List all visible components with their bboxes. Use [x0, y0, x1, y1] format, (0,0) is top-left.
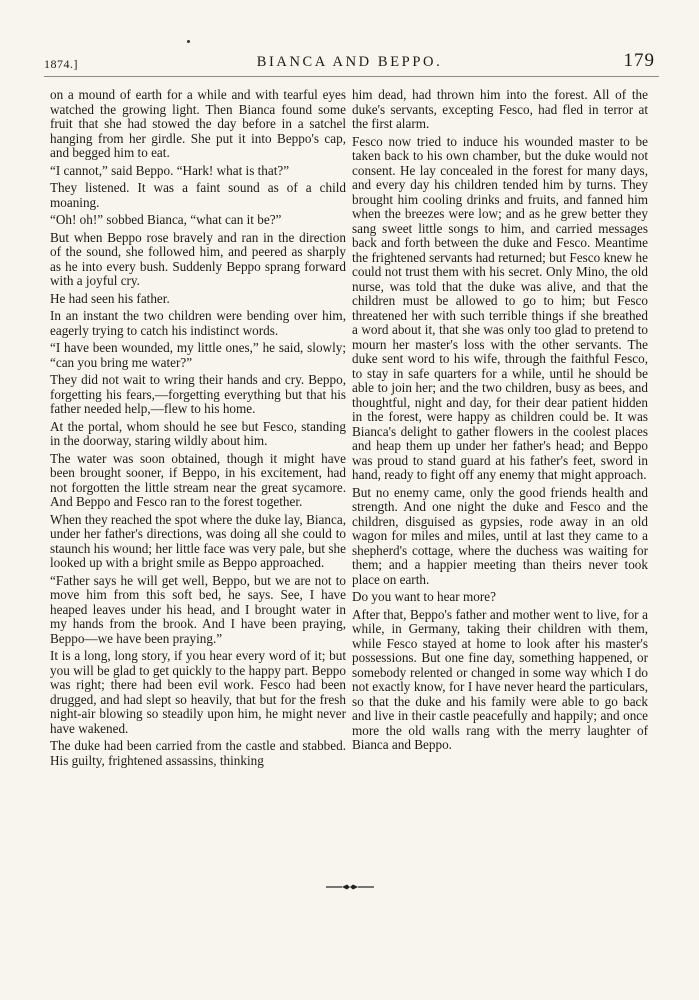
- paragraph: It is a long, long story, if you hear every word of it; but you will be glad to get quickly to the happy part. Beppo was right; there had been evil work. Fesco had been drugged, and had slept so heavily, that but for the fresh night-air blowing so steadily upon him, he might never have wakened.: [50, 648, 346, 736]
- paragraph: on a mound of earth for a while and with tearful eyes watched the growing light. Then Bianca found some fruit that she had stowed the day before in a satchel hanging from her girdle. She put it into Beppo's cap, and begged him to eat.: [50, 87, 346, 160]
- issue-year: 1874.]: [44, 57, 78, 71]
- paragraph: He had seen his father.: [50, 290, 170, 306]
- paragraph: “Father says he will get well, Beppo, but we are not to move him from this soft bed, he says. See, I have heaped leaves under his head, and I brought water in my hands from the brook. And I have been praying, Beppo—we have been praying.”: [50, 572, 346, 646]
- paragraph: “Oh! oh!” sobbed Bianca, “what can it be?”: [50, 212, 282, 227]
- paragraph: “I have been wounded, my little ones,” he said, slowly; “can you bring me water?”: [50, 340, 346, 370]
- paragraph: him dead, had thrown him into the forest. All of the duke's servants, excepting Fesco, had fled in terror at the first alarm.: [352, 87, 648, 131]
- paragraph: They listened. It was a faint sound as of a child moaning.: [50, 180, 346, 210]
- page-speck: [187, 40, 190, 43]
- paragraph: Fesco now tried to induce his wounded master to be taken back to his own chamber, but the duke would not consent. He lay concealed in the forest for many days, and every day his children tended him by turns. They brought him cooling drinks and fruits, and fanned him when the breezes were low; and as he grew better they sang sweet little songs to him, and carried messages back and forth between the duke and Fesco. Meantime the frightened servants had returned; but Fesco knew he could not trust them with his secret. Only Mino, the old nurse, was told that the duke was alive, and that the children must be allowed to go to him; but Fesco threatened her with such terrible things if she breathed a word about it, that she was only too glad to pretend to mourn her master's loss with the other servants. The duke sent word to his wife, through the faithful Fesco, to stay in safe quarters for a while, until he should be able to join her; and the two children, busy as bees, and thoughtful, night and day, for their dear patient hidden in the forest, were happy as children could be. It was Bianca's delight to gather flowers in the coolest places and heap them up under her father's head; and Beppo was proud to stand guard at his father's feet, sword in hand, ready to fight off any enemy that might approach.: [352, 133, 648, 482]
- running-title: BIANCA AND BEPPO.: [256, 54, 443, 70]
- header-rule: [44, 76, 659, 77]
- paragraph: After that, Beppo's father and mother went to live, for a while, in Germany, taking their children with them, while Fesco stayed at home to look after his master's possessions. But one fine day, something happened, or somebody relented or changed in some way which I do not exactly know, for I have never heard the particulars, so that the duke and his family were able to go back and live in their castle peacefully and happily; and once more the old walls rang with the merry laughter of Bianca and Beppo.: [352, 606, 648, 752]
- paragraph: Do you want to hear more?: [352, 589, 496, 604]
- paragraph: The duke had been carried from the castle and stabbed. His guilty, frightened assassins, thinking: [50, 738, 346, 768]
- paragraph: In an instant the two children were bending over him, eagerly trying to catch his indistinct words.: [50, 308, 346, 338]
- page-number: 179: [623, 50, 655, 71]
- paragraph: They did not wait to wring their hands and cry. Beppo, forgetting his fears,—forgetting everything but that his father needed help,—flew to his home.: [50, 372, 346, 416]
- paragraph: When they reached the spot where the duke lay, Bianca, under her father's directions, was doing all she could to staunch his wound; her little face was very pale, but she looked up with a bright smile as Beppo approached.: [50, 511, 346, 570]
- left-column: [50, 88, 346, 768]
- paragraph: At the portal, whom should he see but Fesco, standing in the doorway, staring wildly about him.: [50, 418, 346, 448]
- paragraph: But when Beppo rose bravely and ran in the direction of the sound, she followed him, and peered as sharply as he into every bush. Suddenly Beppo sprang forward with a joyful cry.: [50, 229, 346, 288]
- right-column: [352, 88, 648, 753]
- paragraph: But no enemy came, only the good friends health and strength. And one night the duke and Fesco and the children, disguised as gypsies, rode away in an old wagon for miles and miles, until at last they came to a shepherd's cottage, where the duchess was waiting for them; and a happier meeting than theirs never took place on earth.: [352, 484, 648, 587]
- end-of-story-ornament: [326, 883, 374, 891]
- paragraph: “I cannot,” said Beppo. “Hark! what is that?”: [50, 162, 290, 178]
- paragraph: The water was soon obtained, though it might have been brought sooner, if Beppo, in his excitement, had not forgotten the little stream near the great sycamore. And Beppo and Fesco ran to the forest together.: [50, 450, 346, 509]
